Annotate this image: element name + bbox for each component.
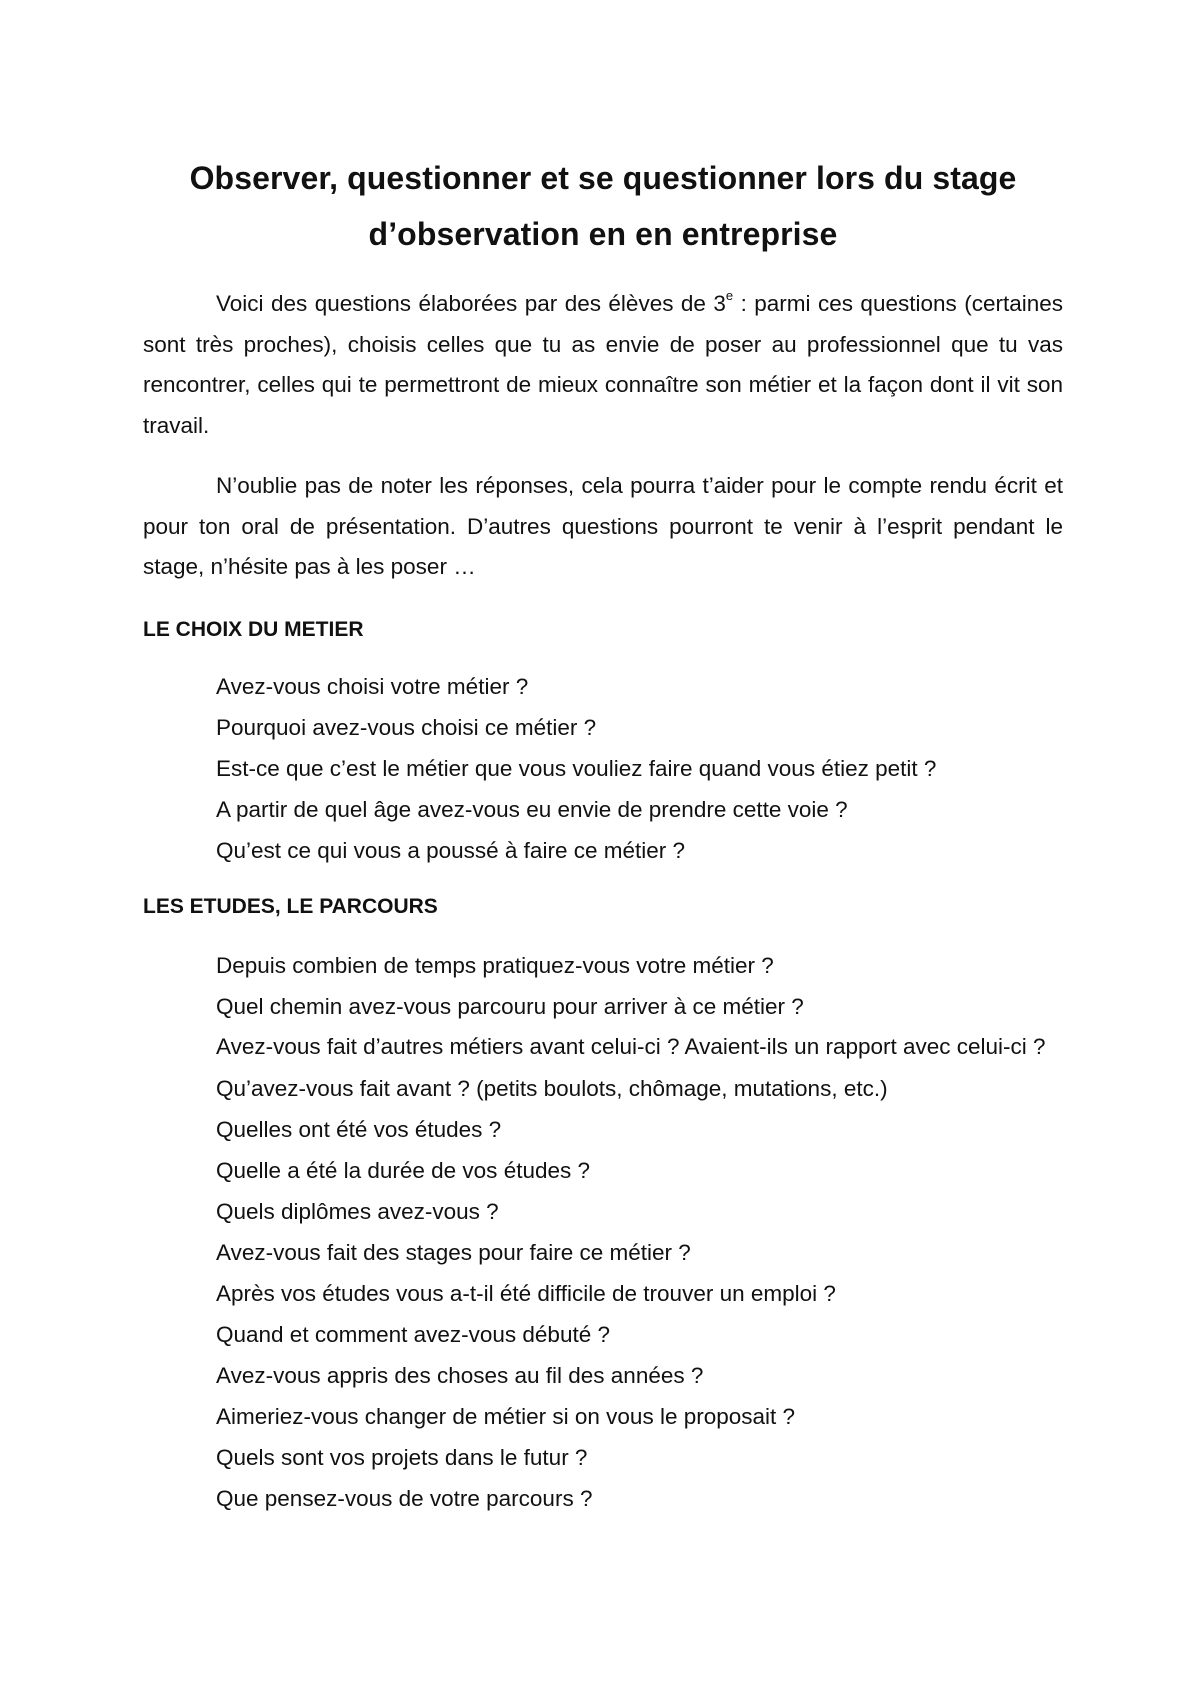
section-heading-etudes-parcours: LES ETUDES, LE PARCOURS [143, 894, 438, 918]
question-list-etudes-parcours [143, 945, 1063, 1519]
section-heading-choix-metier: LE CHOIX DU METIER [143, 617, 364, 641]
question-item: A partir de quel âge avez-vous eu envie de prendre cette voie ? [216, 796, 848, 822]
question-item: Quelles ont été vos études ? [216, 1116, 502, 1142]
ordinal-superscript: e [725, 288, 734, 303]
question-item: Quels sont vos projets dans le futur ? [216, 1444, 588, 1470]
question-item: Avez-vous choisi votre métier ? [216, 673, 529, 699]
title-line-2: d’observation en en entreprise [368, 216, 838, 252]
question-item: Que pensez-vous de votre parcours ? [216, 1485, 593, 1511]
question-item: Pourquoi avez-vous choisi ce métier ? [216, 714, 597, 740]
question-item: Avez-vous fait d’autres métiers avant celui-ci ? Avaient-ils un rapport avec celui-ci ? [216, 1033, 1046, 1059]
intro-paragraph-2: N’oublie pas de noter les réponses, cela pourra t’aider pour le compte rendu écrit et pour ton oral de présentation. D’autres questions pourront te venir à l’esprit pendant le stage, n’hésite pas à les poser … [143, 473, 1063, 579]
intro-text-start: Voici des questions élaborées par des élèves de 3 [216, 291, 726, 316]
question-item: Qu’est ce qui vous a poussé à faire ce métier ? [216, 837, 685, 863]
document-title [143, 150, 1063, 262]
title-line-1: Observer, questionner et se questionner lors du stage [189, 160, 1017, 196]
question-item: Aimeriez-vous changer de métier si on vous le proposait ? [216, 1403, 796, 1429]
question-item: Depuis combien de temps pratiquez-vous votre métier ? [216, 952, 774, 978]
question-list-choix-metier [143, 666, 1063, 871]
question-item: Avez-vous fait des stages pour faire ce métier ? [216, 1239, 691, 1265]
intro-paragraph-1 [143, 284, 1063, 446]
document-page [143, 150, 1063, 1519]
question-item: Quels diplômes avez-vous ? [216, 1198, 499, 1224]
question-item: Qu’avez-vous fait avant ? (petits boulots, chômage, mutations, etc.) [216, 1075, 888, 1101]
question-item: Quel chemin avez-vous parcouru pour arriver à ce métier ? [216, 993, 804, 1019]
question-item: Est-ce que c’est le métier que vous vouliez faire quand vous étiez petit ? [216, 755, 937, 781]
question-item: Après vos études vous a-t-il été difficile de trouver un emploi ? [216, 1280, 836, 1306]
question-item: Avez-vous appris des choses au fil des années ? [216, 1362, 704, 1388]
question-item: Quand et comment avez-vous débuté ? [216, 1321, 610, 1347]
question-item: Quelle a été la durée de vos études ? [216, 1157, 591, 1183]
intro-text-end: : parmi ces questions (certaines sont très proches), choisis celles que tu as envie de poser au professionnel que tu vas rencontrer, celles qui te permettront de mieux connaître son métier et la façon dont il vit son travail. [143, 291, 1063, 438]
